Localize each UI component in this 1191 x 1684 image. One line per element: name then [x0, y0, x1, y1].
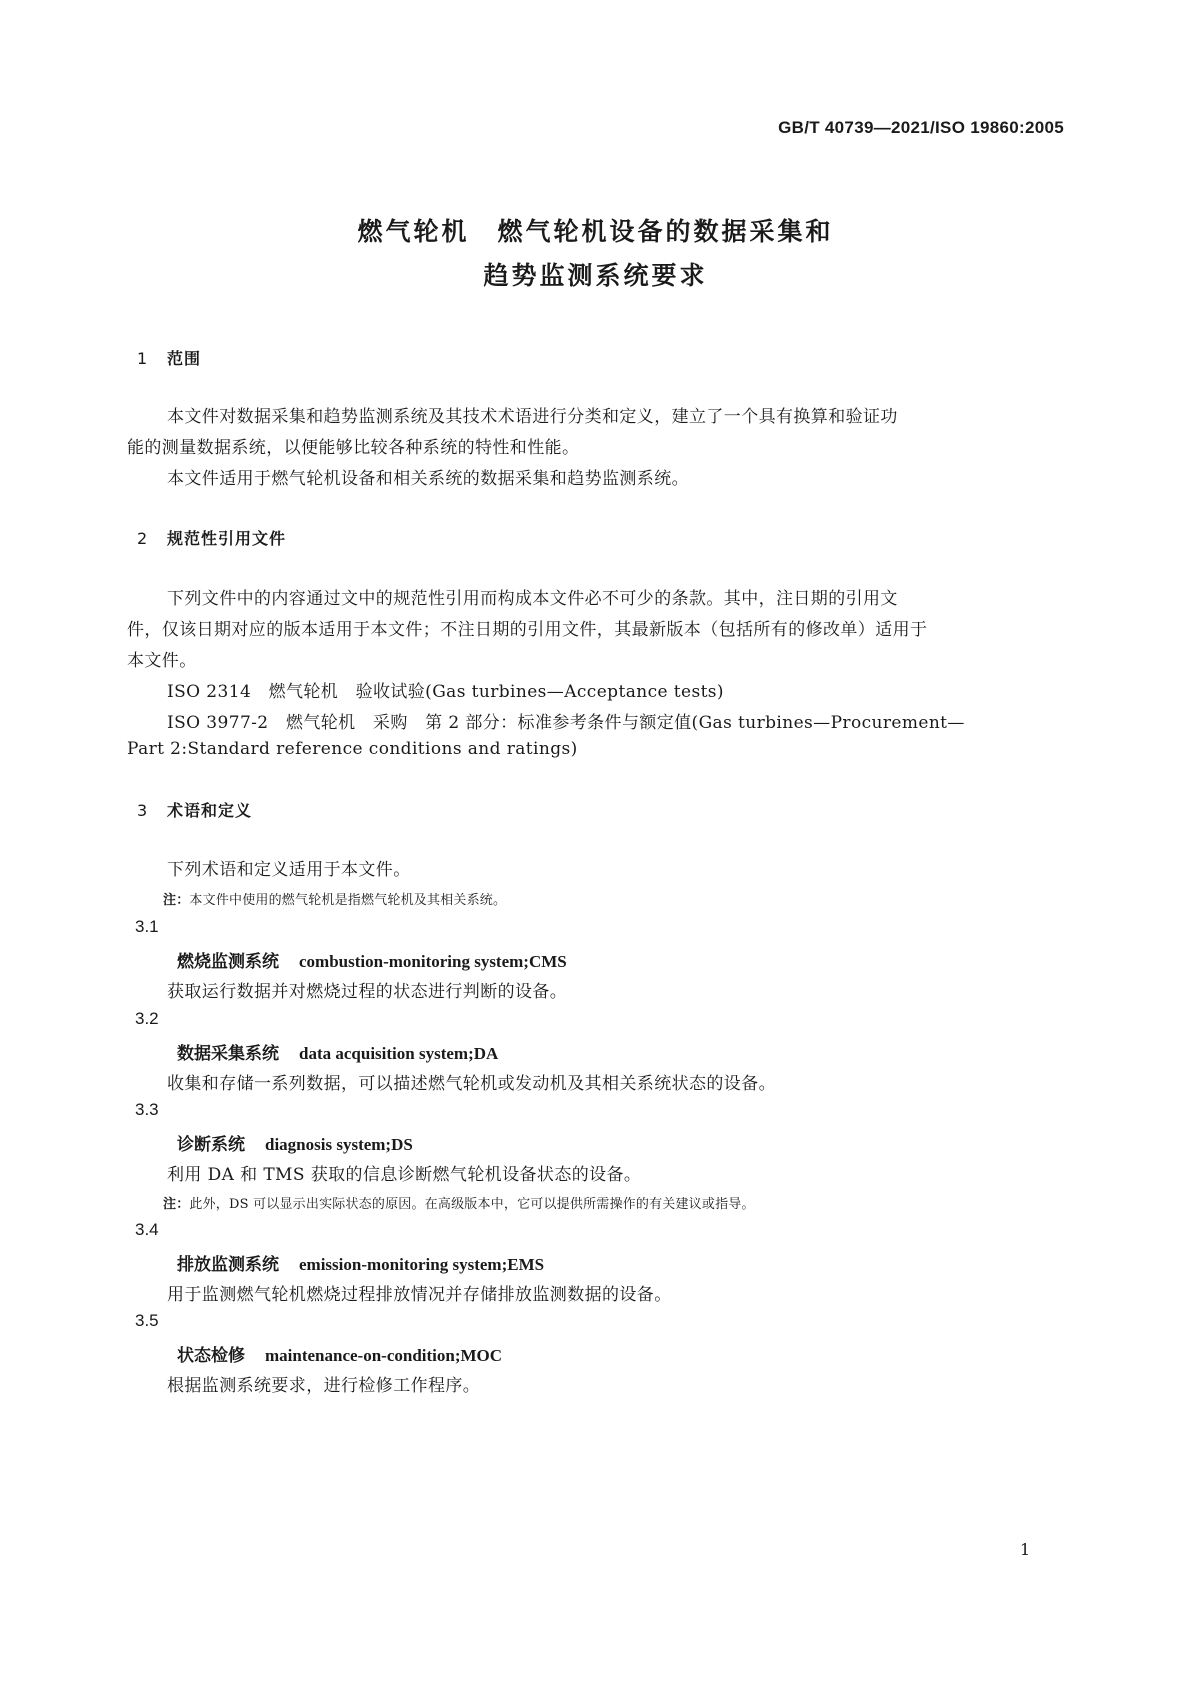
- section-2-para1-line1: 下列文件中的内容通过文中的规范性引用而构成本文件必不可少的条款。其中，注日期的引用文: [167, 589, 898, 609]
- note-label: 注：: [163, 1197, 190, 1212]
- term-definition: 利用 DA 和 TMS 获取的信息诊断燃气轮机设备状态的设备。: [167, 1165, 642, 1185]
- term-zh: 燃烧监测系统: [177, 952, 279, 972]
- term-zh: 诊断系统: [177, 1135, 245, 1155]
- document-title-line2: 趋势监测系统要求: [483, 261, 708, 290]
- term-number: 3.3: [135, 1100, 159, 1119]
- term-number: 3.2: [135, 1009, 159, 1028]
- section-2-para1-line3: 本文件。: [127, 651, 197, 671]
- section-2-number: 2: [137, 529, 149, 548]
- term-zh: 数据采集系统: [177, 1044, 279, 1064]
- section-2-heading: [137, 526, 286, 549]
- page-number: 1: [1020, 1540, 1031, 1559]
- term-en: data acquisition system;DA: [299, 1044, 499, 1063]
- term-name: [177, 1130, 413, 1155]
- section-3-intro: 下列术语和定义适用于本文件。: [167, 860, 411, 880]
- section-1-para2: 本文件适用于燃气轮机设备和相关系统的数据采集和趋势监测系统。: [167, 469, 689, 489]
- term-definition: 用于监测燃气轮机燃烧过程排放情况并存储排放监测数据的设备。: [167, 1285, 672, 1305]
- term-zh: 状态检修: [177, 1346, 245, 1366]
- term-name: [177, 947, 567, 972]
- term-en: emission-monitoring system;EMS: [299, 1255, 545, 1274]
- term-number: 3.1: [135, 917, 159, 936]
- term-name: [177, 1341, 502, 1366]
- term-en: maintenance-on-condition;MOC: [265, 1346, 503, 1365]
- section-1-number: 1: [137, 349, 149, 368]
- term-definition: 收集和存储一系列数据，可以描述燃气轮机或发动机及其相关系统状态的设备。: [167, 1074, 776, 1094]
- term-number: 3.4: [135, 1220, 159, 1239]
- section-3-heading: [137, 798, 252, 821]
- term-name: [177, 1039, 498, 1064]
- section-3-intro-note: [163, 889, 506, 908]
- term-name: [177, 1250, 544, 1275]
- term-note: [163, 1193, 755, 1212]
- section-1-title: 范围: [167, 349, 202, 368]
- term-zh: 排放监测系统: [177, 1255, 279, 1275]
- standard-number: GB/T 40739—2021/ISO 19860:2005: [778, 118, 1064, 137]
- term-en: combustion-monitoring system;CMS: [299, 952, 567, 971]
- note-label: 注：: [163, 893, 190, 908]
- term-number: 3.5: [135, 1311, 159, 1330]
- section-1-para1-line2: 能的测量数据系统，以便能够比较各种系统的特性和性能。: [127, 438, 580, 458]
- section-1-para1-line1: 本文件对数据采集和趋势监测系统及其技术术语进行分类和定义，建立了一个具有换算和验证功: [167, 407, 898, 427]
- note-text: 本文件中使用的燃气轮机是指燃气轮机及其相关系统。: [189, 893, 507, 908]
- document-title-line1: 燃气轮机 燃气轮机设备的数据采集和: [357, 217, 834, 246]
- section-2-ref2-line2: Part 2:Standard reference conditions and ratings): [127, 739, 578, 759]
- section-2-title: 规范性引用文件: [167, 529, 287, 548]
- section-2-ref1: ISO 2314 燃气轮机 验收试验(Gas turbines—Acceptance tests): [167, 682, 724, 702]
- section-3-title: 术语和定义: [167, 801, 253, 820]
- section-2-ref2-line1: ISO 3977-2 燃气轮机 采购 第 2 部分：标准参考条件与额定值(Gas turbines—Procurement—: [167, 713, 965, 733]
- section-1-heading: [137, 346, 201, 369]
- term-definition: 根据监测系统要求，进行检修工作程序。: [167, 1376, 481, 1396]
- section-3-number: 3: [137, 801, 149, 820]
- note-text: 此外，DS 可以显示出实际状态的原因。在高级版本中，它可以提供所需操作的有关建议或指导。: [189, 1197, 755, 1212]
- section-2-para1-line2: 件，仅该日期对应的版本适用于本文件；不注日期的引用文件，其最新版本（包括所有的修改单）适用于: [127, 620, 928, 640]
- term-definition: 获取运行数据并对燃烧过程的状态进行判断的设备。: [167, 982, 568, 1002]
- term-en: diagnosis system;DS: [265, 1135, 413, 1154]
